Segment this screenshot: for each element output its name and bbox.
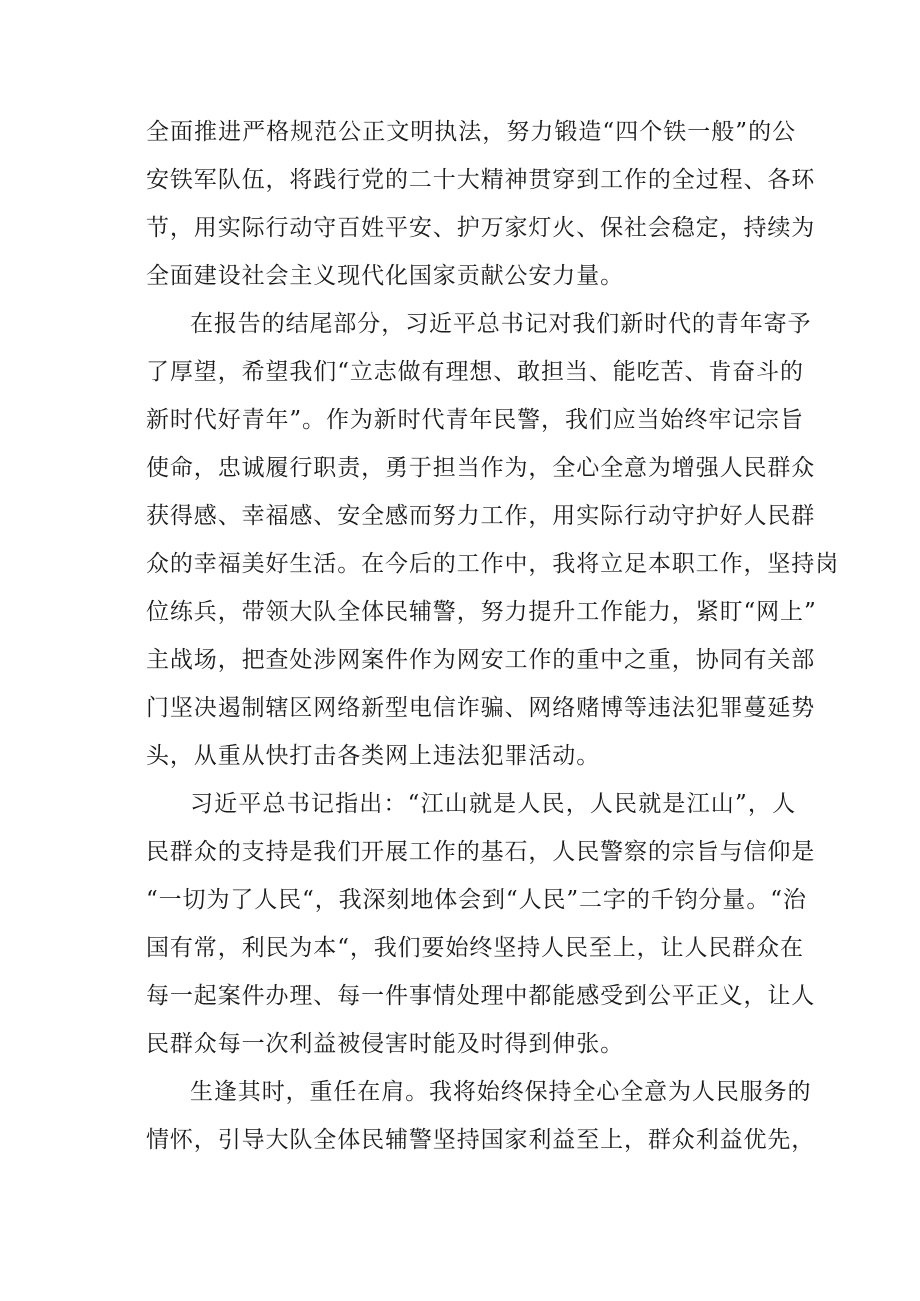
body-text — [146, 108, 840, 1164]
text-line: 每一起案件办理、每一件事情处理中都能感受到公平正义，让人 — [146, 983, 816, 1009]
text-line: 国有常，利民为本“，我们要始终坚持人民至上，让人民群众在 — [146, 935, 804, 961]
text-line: 了厚望，希望我们“立志做有理想、敢担当、能吃苦、肯奋斗的 — [146, 359, 804, 385]
text-line: 民群众的支持是我们开展工作的基石，人民警察的宗旨与信仰是 — [146, 839, 816, 865]
text-line: 节，用实际行动守百姓平安、护万家灯火、保社会稳定，持续为 — [146, 215, 816, 241]
text-line: 全面建设社会主义现代化国家贡献公安力量。 — [146, 263, 624, 289]
text-line: 主战场，把查处涉网案件作为网安工作的重中之重，协同有关部 — [146, 647, 816, 673]
paragraph — [146, 108, 816, 300]
text-line: “一切为了人民“，我深刻地体会到“人民”二字的千钧分量。“治 — [146, 887, 807, 913]
text-line: 安铁军队伍，将践行党的二十大精神贯穿到工作的全过程、各环 — [146, 167, 816, 193]
text-line: 全面推进严格规范公正文明执法，努力锻造“四个铁一般”的公 — [146, 119, 796, 145]
text-line: 头，从重从快打击各类网上违法犯罪活动。 — [146, 743, 601, 769]
paragraph — [146, 780, 816, 1068]
text-line: 情怀，引导大队全体民辅警坚持国家利益至上，群众利益优先， — [146, 1127, 816, 1153]
text-line: 位练兵，带领大队全体民辅警，努力提升工作能力，紧盯“网上” — [146, 599, 817, 625]
text-line: 新时代好青年”。作为新时代青年民警，我们应当始终牢记宗旨 — [146, 407, 804, 433]
paragraph — [146, 300, 840, 780]
text-line: 获得感、幸福感、安全感而努力工作，用实际行动守护好人民群 — [146, 503, 816, 529]
paragraph — [146, 1068, 816, 1164]
text-line: 生逢其时，重任在肩。我将始终保持全心全意为人民服务的 — [190, 1079, 812, 1105]
text-line: 在报告的结尾部分，习近平总书记对我们新时代的青年寄予 — [190, 311, 812, 337]
text-line: 习近平总书记指出：“江山就是人民，人民就是江山”，人 — [190, 791, 796, 817]
text-line: 民群众每一次利益被侵害时能及时得到伸张。 — [146, 1031, 624, 1057]
text-line: 门坚决遏制辖区网络新型电信诈骗、网络赌博等违法犯罪蔓延势 — [146, 695, 816, 721]
text-line: 众的幸福美好生活。在今后的工作中，我将立足本职工作，坚持岗 — [146, 551, 840, 577]
text-line: 使命，忠诚履行职责，勇于担当作为，全心全意为增强人民群众 — [146, 455, 816, 481]
